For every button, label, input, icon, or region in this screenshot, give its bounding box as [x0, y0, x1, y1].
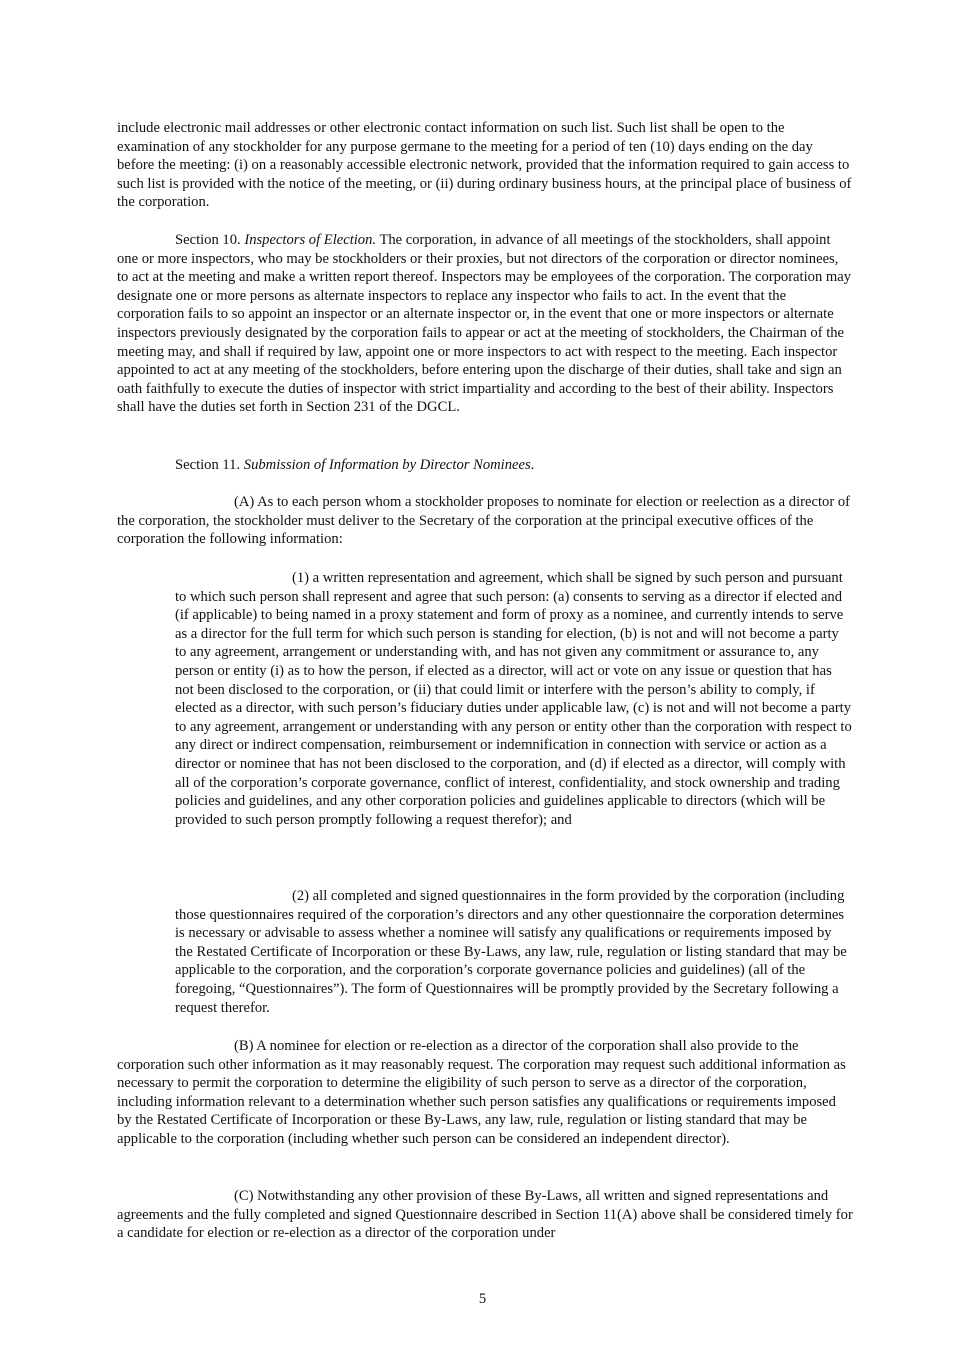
section-11-label: Section 11.: [175, 457, 244, 473]
section-11-title: Submission of Information by Director Nominees: [243, 457, 531, 473]
paragraph-subsection-c: (C) Notwithstanding any other provision of these By-Laws, all written and signed representations and agreements and the fully completed and signed Questionnaire described in Section 11(A) above shall be considered timely for a candidate for election or re-election as a director of the corporation under: [117, 1188, 853, 1242]
paragraph-item-2: (2) all completed and signed questionnaires in the form provided by the corporation (including those questionnaires required of the corporation’s directors and any other questionnaire the corporation determines is necessary or advisable to assess whether a nominee will satisfy any qualifications or requirements imposed by the Restated Certificate of Incorporation or these By-Laws, any law, rule, regulation or listing standard that may be applicable to the corporation, and the corporation’s corporate governance policies and guidelines) (all of the foregoing, “Questionnaires”). The form of Questionnaires will be promptly provided by the Secretary following a request therefor.: [175, 888, 847, 1016]
paragraph-list-continuation: include electronic mail addresses or other electronic contact information on such list. Such list shall be open to the examination of any stockholder for any purpose germane to the meeting for a period of ten (10) days ending on the day before the meeting: (i) on a reasonably accessible electronic network, provided that the information required to gain access to such list is provided with the notice of the meeting, or (ii) during ordinary business hours, at the principal place of business of the corporation.: [117, 120, 852, 211]
paragraph-section-10: [117, 231, 853, 417]
page-number: 5: [478, 1291, 487, 1307]
paragraph-item-1: (1) a written representation and agreement, which shall be signed by such person and pursuant to which such person shall represent and agree that such person: (a) consents to serving as a director if elected and (if applicable) to being named in a proxy statement and form of proxy as a nominee, and currently intends to serve as a director for the full term for which such person is standing for election, (b) is not and will not become a party to any agreement, arrangement or understanding with, and has not given any commitment or assurance to, any person or entity (i) as to how the person, if elected as a director, will act or vote on any issue or question that has not been disclosed to the corporation, or (ii) that could limit or interfere with the person’s ability to comply, if elected as a director, with such person’s fiduciary duties under applicable law, (c) is not and will not become a party to any agreement, arrangement or understanding with any person or entity other than the corporation with respect to any direct or indirect compensation, reimbursement or indemnification in connection with service or action as a director or nominee that has not been disclosed to the corporation, and (d) if elected as a director, will comply with all of the corporation’s corporate governance, conflict of interest, confidentiality, and stock ownership and trading policies and guidelines, and any other corporation policies and guidelines applicable to directors (which will be provided to such person promptly following a request therefor); and: [175, 570, 852, 828]
paragraph-subsection-b: (B) A nominee for election or re-election as a director of the corporation shall also provide to the corporation such other information as it may reasonably request. The corporation may request such additional information as necessary to permit the corporation to determine the eligibility of such person to serve as a director of the corporation, including information relevant to a determination whether such person satisfies any qualifications or requirements imposed by the Restated Certificate of Incorporation or these By-Laws, any law, rule, regulation or listing standard that may be applicable to the corporation (including whether such person can be considered an independent director).: [117, 1038, 846, 1147]
section-11-period: .: [530, 457, 535, 473]
section-10-title: Inspectors of Election.: [244, 232, 377, 248]
paragraph-subsection-a: (A) As to each person whom a stockholder proposes to nominate for election or reelection as a director of the corporation, the stockholder must deliver to the Secretary of the corporation at the principal executive offices of the corporation the following information:: [117, 494, 850, 548]
section-10-body: The corporation, in advance of all meetings of the stockholders, shall appoint one or more inspectors, who may be stockholders or their proxies, but not directors of the corporation or director nominees, to act at the meeting and make a written report thereof. Inspectors may be employees of the corporation. The corporation may designate one or more persons as alternate inspectors to replace any inspector who fails to act. In the event that the corporation fails to so appoint an inspector or an alternate inspector or, in the event that one or more inspectors or alternate inspectors previously designated by the corporation fails to appear or act at the meeting of stockholders, the Chairman of the meeting may, and shall if required by law, appoint one or more inspectors to act with respect to the meeting. Each inspector appointed to act at any meeting of the stockholders, before entering upon the discharge of their duties, shall take and sign an oath faithfully to execute the duties of inspector with strict impartiality and according to the best of their ability. Inspectors shall have the duties set forth in Section 231 of the DGCL.: [117, 232, 852, 416]
section-10-label: Section 10.: [175, 232, 245, 248]
heading-section-11: [117, 456, 853, 475]
